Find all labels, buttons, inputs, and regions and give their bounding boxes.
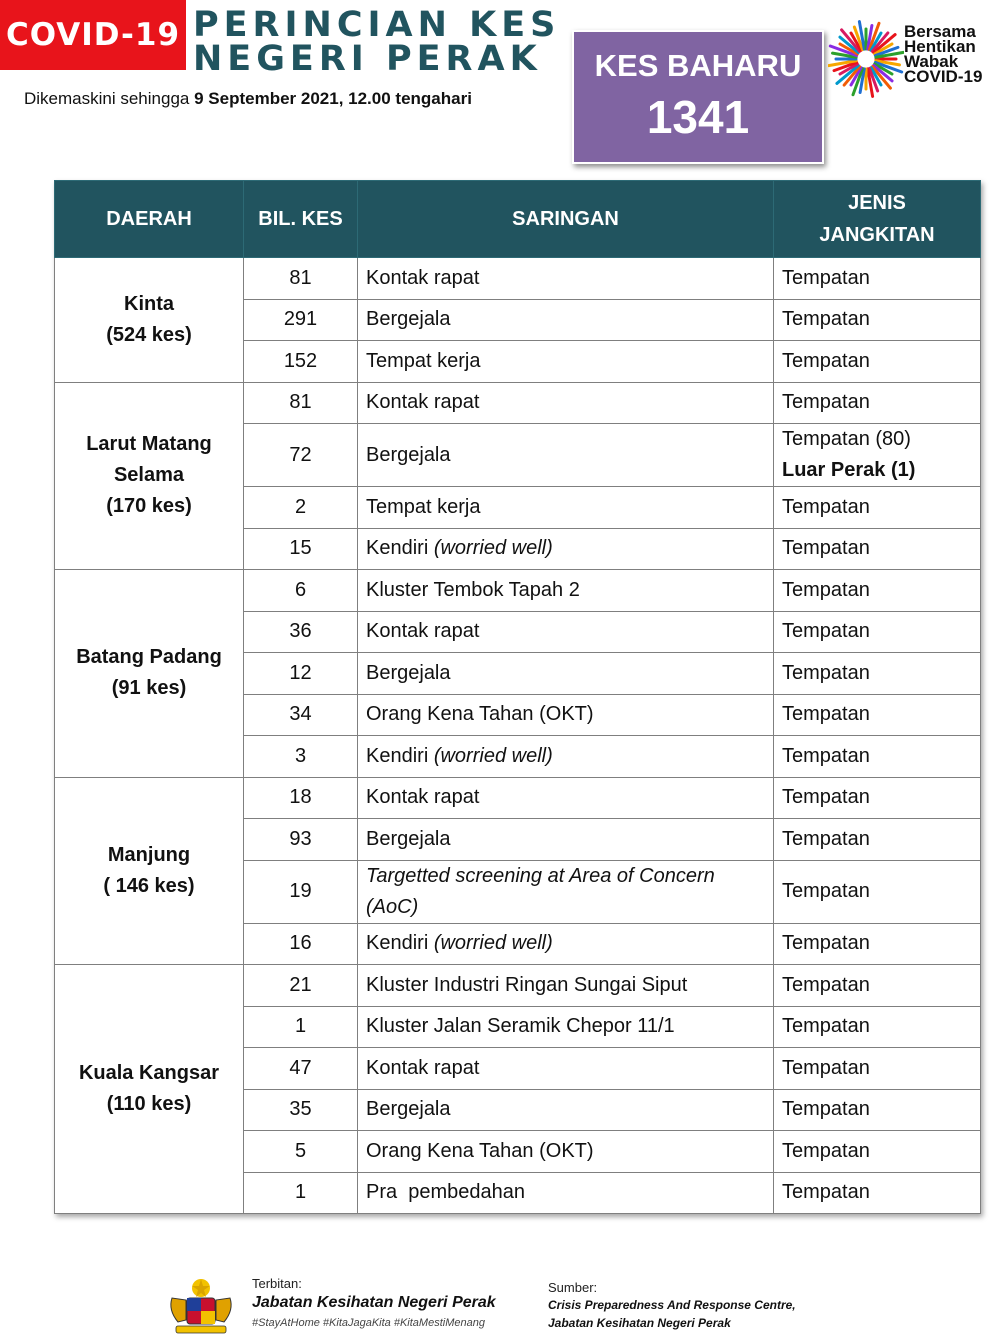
col-jenis-line-1: JENIS <box>848 192 906 214</box>
screening-type <box>358 528 774 570</box>
source-line-2: Jabatan Kesihatan Negeri Perak <box>548 1316 731 1330</box>
infection-type: Tempatan <box>774 777 981 819</box>
screening-type: Tempat kerja <box>358 341 774 383</box>
district-name: Kinta <box>124 292 174 315</box>
col-bil-kes: BIL. KES <box>244 181 358 258</box>
screening-note: (worried well) <box>433 932 553 955</box>
perak-crest-icon <box>162 1276 240 1336</box>
updated-prefix: Dikemaskini sehingga <box>24 89 190 108</box>
infection-type: Tempatan <box>774 694 981 736</box>
infection-type: Tempatan <box>774 1089 981 1131</box>
col-jenis-line-2: JANGKITAN <box>819 224 935 246</box>
screening-main: Kendiri <box>366 537 429 560</box>
cases-table <box>54 180 981 1214</box>
screening-type: Bergejala <box>358 653 774 695</box>
district-cell <box>55 965 244 1214</box>
case-count: 81 <box>244 258 358 300</box>
infection-type: Tempatan <box>774 299 981 341</box>
screening-type <box>358 860 774 923</box>
screening-type: Bergejala <box>358 299 774 341</box>
case-count: 5 <box>244 1131 358 1173</box>
screening-note: (worried well) <box>433 744 553 767</box>
screening-type <box>358 923 774 965</box>
infection-type: Tempatan <box>774 258 981 300</box>
covid-badge: COVID-19 <box>0 0 186 70</box>
table-header-row <box>55 181 981 258</box>
screening-type: Kontak rapat <box>358 382 774 424</box>
screening-type: Kluster Tembok Tapah 2 <box>358 570 774 612</box>
infection-type: Tempatan <box>774 1048 981 1090</box>
screening-type: Kluster Industri Ringan Sungai Siput <box>358 965 774 1007</box>
table-row <box>55 382 981 424</box>
district-total: ( 146 kes) <box>103 874 195 897</box>
district-cell <box>55 570 244 778</box>
screening-type: Kontak rapat <box>358 1048 774 1090</box>
district-cell <box>55 382 244 570</box>
screening-main: Kendiri <box>366 744 429 767</box>
published-by-label: Terbitan: <box>252 1276 302 1291</box>
case-count: 3 <box>244 736 358 778</box>
table-row <box>55 570 981 612</box>
case-count: 47 <box>244 1048 358 1090</box>
screening-type: Kluster Jalan Seramik Chepor 11/1 <box>358 1006 774 1048</box>
district-cell <box>55 258 244 383</box>
screening-main: Kendiri <box>366 932 429 955</box>
district-total: (91 kes) <box>111 677 187 700</box>
case-count: 1 <box>244 1172 358 1214</box>
case-count: 19 <box>244 860 358 923</box>
district-name: Batang Padang <box>76 646 222 669</box>
infection-type: Tempatan <box>774 570 981 612</box>
infection-type: Tempatan <box>774 653 981 695</box>
case-count: 18 <box>244 777 358 819</box>
infection-type: Tempatan <box>774 341 981 383</box>
hashtags: #StayAtHome #KitaJagaKita #KitaMestiMenang <box>252 1317 485 1329</box>
col-jenis-jangkitan <box>774 181 981 258</box>
screening-type: Kontak rapat <box>358 611 774 653</box>
district-name: Manjung <box>107 843 191 866</box>
publisher-name: Jabatan Kesihatan Negeri Perak <box>252 1294 496 1311</box>
district-cell <box>55 777 244 965</box>
screening-note: (worried well) <box>433 537 553 560</box>
infection-type: Tempatan <box>774 528 981 570</box>
screening-type: Bergejala <box>358 1089 774 1131</box>
screening-type <box>358 736 774 778</box>
infection-type: Tempatan <box>774 819 981 861</box>
infection-type: Tempatan <box>774 736 981 778</box>
screening-type: Kontak rapat <box>358 777 774 819</box>
case-count: 12 <box>244 653 358 695</box>
infection-type-local: Tempatan (80) <box>782 428 911 450</box>
district-name: Larut Matang Selama <box>86 433 212 487</box>
screening-type: Tempat kerja <box>358 487 774 529</box>
district-name: Kuala Kangsar <box>78 1062 220 1084</box>
infection-type <box>774 424 981 487</box>
infection-type: Tempatan <box>774 1131 981 1173</box>
screening-type: Bergejala <box>358 424 774 487</box>
case-count: 36 <box>244 611 358 653</box>
source-label: Sumber: <box>548 1280 598 1295</box>
source-line-1: Crisis Preparedness And Response Centre, <box>548 1298 796 1312</box>
infection-type: Tempatan <box>774 965 981 1007</box>
district-total: (524 kes) <box>106 323 192 346</box>
table-row <box>55 258 981 300</box>
updated-date: 9 September 2021, 12.00 tengahari <box>194 89 472 108</box>
new-cases-value: 1341 <box>646 91 750 143</box>
bersama-hentikan-logo <box>828 18 1003 100</box>
updated-text <box>24 89 472 109</box>
screening-type: Orang Kena Tahan (OKT) <box>358 1131 774 1173</box>
screening-note: Targetted screening at Area of Concern (AoC) <box>366 864 715 918</box>
infection-type: Tempatan <box>774 860 981 923</box>
district-total: (110 kes) <box>106 1093 192 1115</box>
logo-line-2: Hentikan <box>904 37 976 56</box>
footer-source <box>548 1280 796 1331</box>
starburst-icon <box>828 18 904 100</box>
infection-type-outside: Luar Perak (1) <box>782 459 916 481</box>
table-row <box>55 965 981 1007</box>
screening-type: Pra pembedahan <box>358 1172 774 1214</box>
col-saringan: SARINGAN <box>358 181 774 258</box>
page-title <box>193 5 561 79</box>
case-count: 34 <box>244 694 358 736</box>
infection-type: Tempatan <box>774 611 981 653</box>
infection-type: Tempatan <box>774 923 981 965</box>
case-count: 15 <box>244 528 358 570</box>
case-count: 6 <box>244 570 358 612</box>
screening-type: Kontak rapat <box>358 258 774 300</box>
case-count: 2 <box>244 487 358 529</box>
title-line-1: PERINCIAN KES <box>193 5 561 45</box>
case-count: 72 <box>244 424 358 487</box>
logo-line-3: Wabak <box>904 52 959 71</box>
footer-publisher <box>252 1276 496 1329</box>
case-count: 16 <box>244 923 358 965</box>
case-count: 291 <box>244 299 358 341</box>
case-count: 81 <box>244 382 358 424</box>
district-total: (170 kes) <box>106 495 192 518</box>
case-count: 35 <box>244 1089 358 1131</box>
case-count: 152 <box>244 341 358 383</box>
screening-type: Bergejala <box>358 819 774 861</box>
case-count: 93 <box>244 819 358 861</box>
case-count: 1 <box>244 1006 358 1048</box>
infection-type: Tempatan <box>774 1006 981 1048</box>
case-count: 21 <box>244 965 358 1007</box>
col-daerah: DAERAH <box>55 181 244 258</box>
new-cases-label: KES BAHARU <box>594 48 802 83</box>
screening-type: Orang Kena Tahan (OKT) <box>358 694 774 736</box>
table-row <box>55 777 981 819</box>
new-cases-box <box>572 30 824 164</box>
logo-line-4: COVID-19 <box>904 67 983 86</box>
infection-type: Tempatan <box>774 1172 981 1214</box>
infection-type: Tempatan <box>774 382 981 424</box>
title-line-2: NEGERI PERAK <box>193 39 542 79</box>
logo-text <box>904 24 982 84</box>
logo-line-1: Bersama <box>904 22 976 41</box>
infection-type: Tempatan <box>774 487 981 529</box>
